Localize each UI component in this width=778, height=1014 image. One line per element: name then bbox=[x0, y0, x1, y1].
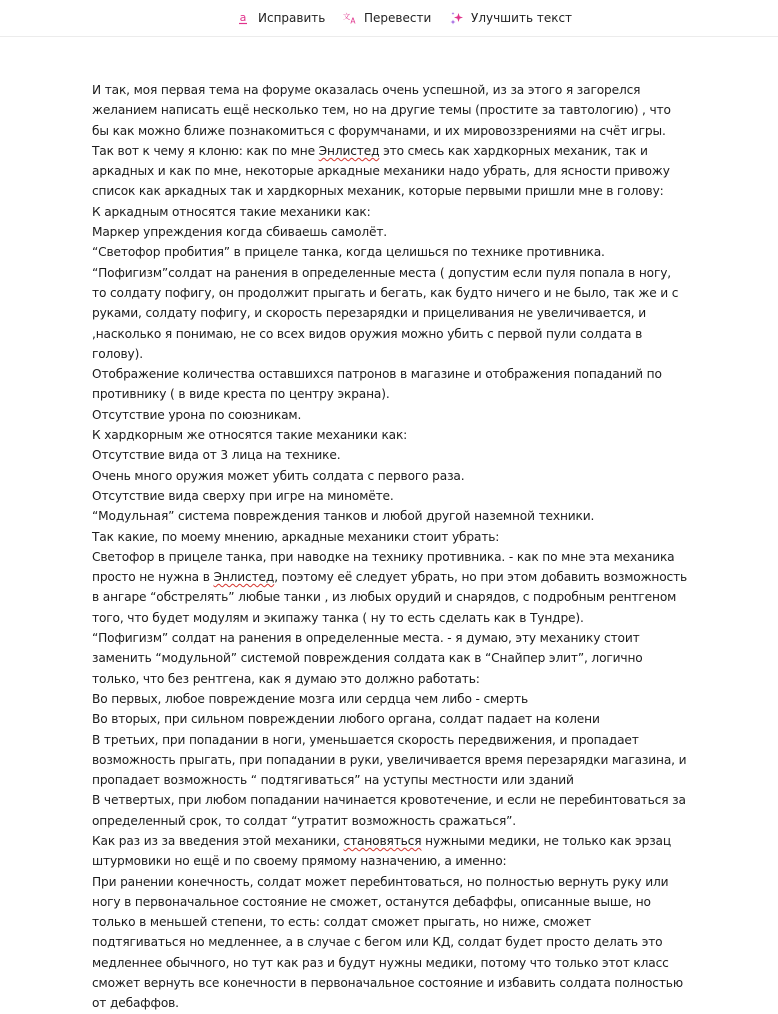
text-run: Так какие, по моему мнению, аркадные механики стоит убрать: bbox=[92, 529, 500, 544]
fix-label: Исправить bbox=[258, 11, 326, 25]
text-paragraph bbox=[92, 263, 688, 364]
text-paragraph bbox=[92, 425, 688, 445]
text-run: “Светофор пробития” в прицеле танка, когда целишься по технике противника. bbox=[92, 245, 605, 260]
misspelled-word[interactable]: становяться bbox=[343, 833, 422, 848]
text-paragraph bbox=[92, 445, 688, 465]
text-run: “Пофигизм” солдат на ранения в определенные места. - я думаю, эту механику стоит заменить “модульной” системой повреждения солдата как в “Снайпер элит”, логично только, что без рентгена, как я думаю это должно работать: bbox=[92, 631, 643, 686]
text-paragraph bbox=[92, 466, 688, 486]
text-paragraph bbox=[92, 547, 688, 628]
improve-text-button[interactable] bbox=[450, 9, 572, 27]
text-editor-content[interactable] bbox=[92, 80, 688, 1014]
svg-text:a: a bbox=[239, 11, 247, 24]
text-run: Очень много оружия может убить солдата с первого раза. bbox=[92, 468, 465, 483]
text-run: Во вторых, при сильном повреждении любого органа, солдат падает на колени bbox=[92, 712, 600, 727]
text-paragraph bbox=[92, 202, 688, 222]
text-run: Во первых, любое повреждение мозга или сердца чем либо - смерть bbox=[92, 691, 529, 706]
text-run: нужными медики, не только как эрзац штурмовики но ещё и по своему прямому назначению, а именно: bbox=[92, 833, 671, 869]
text-paragraph bbox=[92, 527, 688, 547]
text-paragraph bbox=[92, 80, 688, 202]
text-run: Маркер упреждения когда сбиваешь самолёт. bbox=[92, 225, 388, 240]
text-paragraph bbox=[92, 242, 688, 262]
svg-text:文: 文 bbox=[343, 12, 351, 21]
text-run: При ранении конечность, солдат может перебинтоваться, но полностью вернуть руку или ногу в первоначальное состояние не сможет, останутся дебаффы, описанные выше, но только в меньшей степени, то есть: солдат сможет прыгать, но ниже, сможет подтягиваться но медленнее, а в случае с бегом или КД, солдат будет просто делать это медленнее обычного, но тут как раз и будут нужны медики, потому что только этот класс сможет вернуть все конечности в первоначальное состояние и избавить солдата полностью от дебаффов. bbox=[92, 874, 683, 1011]
text-run: это смесь как хардкорных механик, так и аркадных и как по мне, некоторые аркадные механики надо убрать, для ясности привожу список как аркадных так и хардкорных механик, которые первыми пришли мне в голову: bbox=[92, 143, 670, 199]
writing-assistant-toolbar bbox=[0, 0, 778, 37]
text-paragraph bbox=[92, 831, 688, 872]
translate-icon bbox=[343, 11, 357, 25]
text-run: Отсутствие вида от 3 лица на технике. bbox=[92, 448, 341, 463]
improve-text-label: Улучшить текст bbox=[471, 11, 573, 25]
text-run: К аркадным относятся такие механики как: bbox=[92, 204, 371, 219]
text-paragraph bbox=[92, 405, 688, 425]
text-paragraph bbox=[92, 872, 688, 1014]
text-paragraph bbox=[92, 506, 688, 526]
misspelled-word[interactable]: Энлистед bbox=[213, 570, 275, 585]
text-run: Отображение количества оставшихся патронов в магазине и отображения попаданий по противнику ( в виде креста по центру экрана). bbox=[92, 367, 662, 402]
text-paragraph bbox=[92, 689, 688, 709]
spellcheck-icon bbox=[237, 11, 251, 25]
text-run: И так, моя первая тема на форуме оказалась очень успешной, из за этого я загорелся желанием написать ещё несколько тем, но на другие темы (простите за тавтологию) , что бы как можно ближе познакомиться с форумчанами, и их мировоззрениями на счёт игры. Так вот к чему я клоню: как по мне bbox=[92, 83, 671, 158]
text-run: К хардкорным же относятся такие механики как: bbox=[92, 428, 408, 443]
text-run: “Модульная” система повреждения танков и любой другой наземной техники. bbox=[92, 509, 595, 524]
text-paragraph bbox=[92, 790, 688, 831]
text-run: В четвертых, при любом попадании начинается кровотечение, и если не перебинтоваться за определенный срок, то солдат “утратит возможность сражаться”. bbox=[92, 793, 686, 828]
text-paragraph bbox=[92, 628, 688, 689]
translate-button[interactable] bbox=[343, 9, 431, 27]
text-run: Как раз из за введения этой механики, bbox=[92, 833, 344, 848]
sparkles-icon bbox=[450, 11, 464, 25]
text-paragraph bbox=[92, 364, 688, 405]
svg-text:A: A bbox=[350, 16, 356, 25]
text-run: В третьих, при попадании в ноги, уменьшается скорость передвижения, и пропадает возможность прыгать, при попадании в руки, увеличивается время перезарядки магазина, и пропадает возможность “ подтягиваться” на уступы местности или зданий bbox=[92, 732, 687, 788]
text-run: , поэтому её следует убрать, но при этом добавить возможность в ангаре “обстрелять” любые танки , из любых орудий и снарядов, с подробным рентгеном того, что будет модулям и экипажу танка ( ну то есть сделать как в Тундре). bbox=[92, 570, 688, 625]
fix-button[interactable] bbox=[237, 9, 325, 27]
text-paragraph bbox=[92, 222, 688, 242]
text-paragraph bbox=[92, 730, 688, 791]
text-run: Светофор в прицеле танка, при наводке на технику противника. - как по мне эта механика просто не нужна в bbox=[92, 549, 675, 585]
text-run: “Пофигизм”солдат на ранения в определенные места ( допустим если пуля попала в ногу, то солдату пофигу, он продолжит прыгать и бегать, как будто ничего и не было, так же и с руками, солдату пофигу, и скорость перезарядки и прицеливания не увеличивается, и ,насколько я понимаю, не со всех видов оружия можно убить с первой пули солдата в голову). bbox=[92, 265, 679, 361]
text-run: Отсутствие урона по союзникам. bbox=[92, 407, 302, 422]
translate-label: Перевести bbox=[364, 11, 432, 25]
text-paragraph bbox=[92, 486, 688, 506]
misspelled-word[interactable]: Энлистед bbox=[318, 143, 380, 158]
text-run: Отсутствие вида сверху при игре на миномёте. bbox=[92, 488, 394, 503]
text-paragraph bbox=[92, 709, 688, 729]
